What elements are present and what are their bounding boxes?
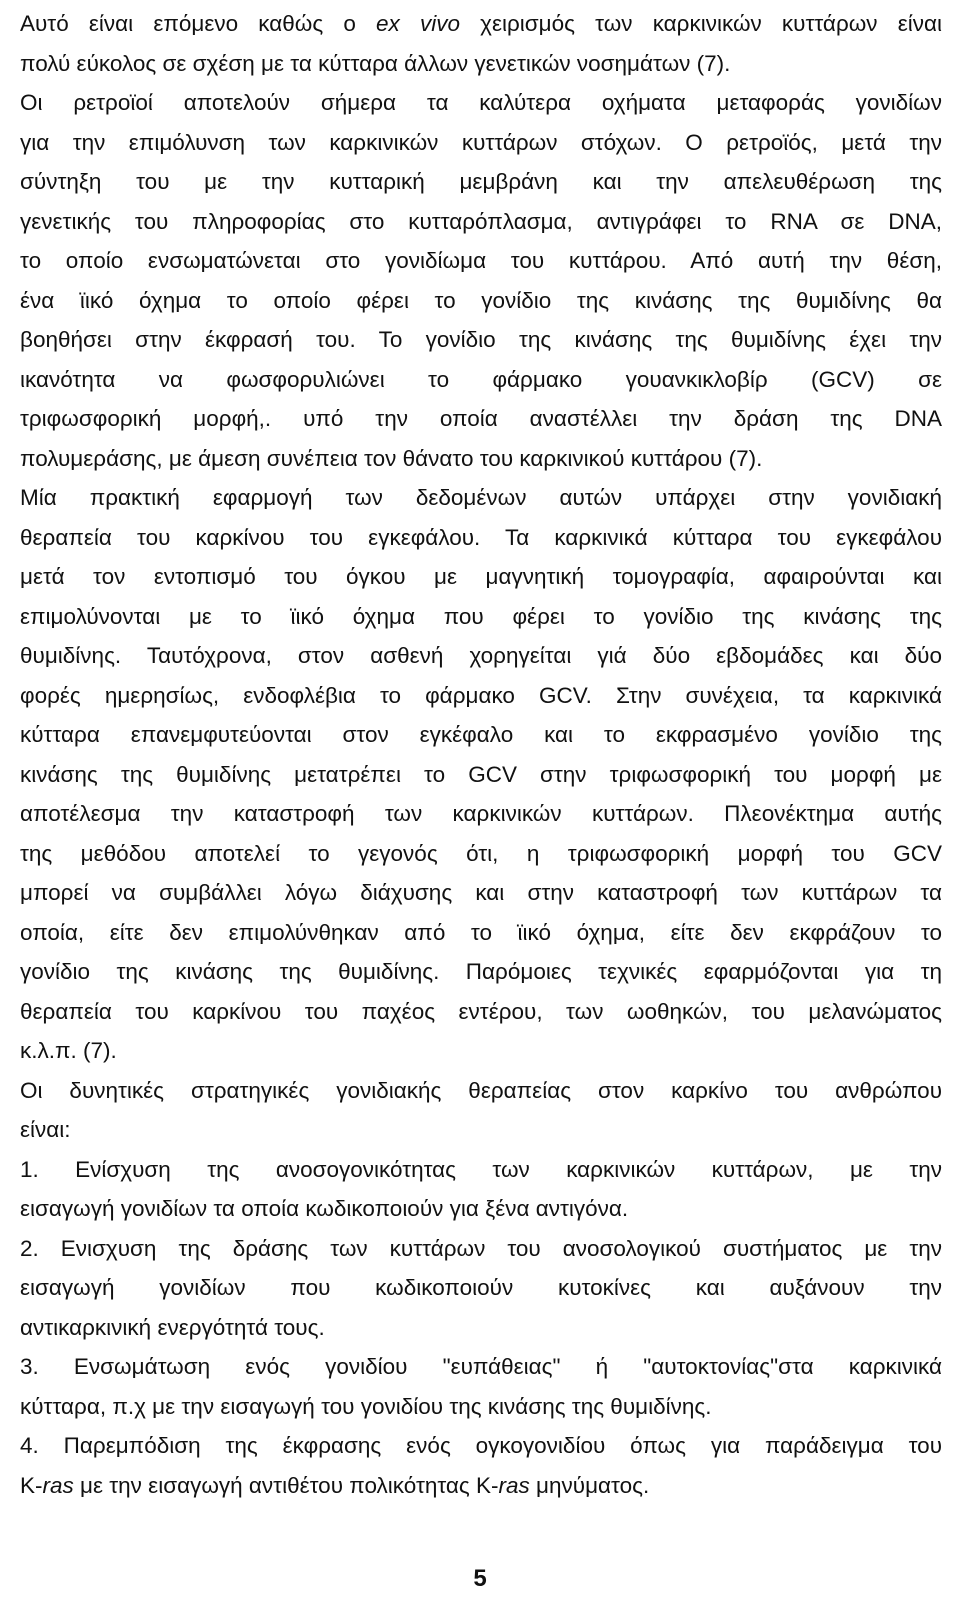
text-line: 4. Παρεμπόδιση της έκφρασης ενός ογκογονιδίου όπως για παράδειγμα του: [20, 1433, 942, 1458]
text-line: εισαγωγή γονιδίων τα οποία κωδικοποιούν για ξένα αντιγόνα.: [20, 1196, 629, 1221]
text-line: για την επιμόλυνση των καρκινικών κυττάρων στόχων. Ο ρετροϊός, μετά την: [20, 129, 942, 155]
text-line: ικανότητα να φωσφορυλιώνει το φάρμακο γουανκικλοβίρ (GCV) σε: [20, 366, 942, 392]
text-line: κύτταρα επανεμφυτεύονται στον εγκέφαλο και το εκφρασμένο γονίδιο της: [20, 722, 942, 747]
text-line: της μεθόδου αποτελεί το γεγονός ότι, η τριφωσφορική μορφή του GCV: [20, 840, 942, 866]
text-line: Μία πρακτική εφαρμογή των δεδομένων αυτών υπάρχει στην γονιδιακή: [20, 485, 942, 510]
text-line: μετά τον εντοπισμό του όγκου με μαγνητική τομογραφία, αφαιρούνται και: [20, 564, 942, 589]
text-line: τριφωσφορική μορφή,. υπό την οποία αναστέλλει την δράση της DNA: [20, 406, 942, 431]
text-line: Οι δυνητικές στρατηγικές γονιδιακής θεραπείας στον καρκίνο του ανθρώπου: [20, 1077, 942, 1103]
text-line: πολύ εύκολος σε σχέση με τα κύτταρα άλλων γενετικών νοσημάτων (7).: [20, 50, 731, 76]
text-line: θεραπεία του καρκίνου του παχέος εντέρου, των ωοθηκών, του μελανώματος: [20, 998, 942, 1024]
text-line: θεραπεία του καρκίνου του εγκεφάλου. Τα καρκινικά κύτταρα του εγκεφάλου: [20, 524, 942, 550]
text-line: Αυτό είναι επόμενο καθώς ο ex vivo χειρισμός των καρκινικών κυττάρων είναι: [20, 11, 942, 36]
text-line: οποία, είτε δεν επιμολύνθηκαν από το ϊικό όχημα, είτε δεν εκφράζουν το: [20, 919, 942, 945]
text-line: το οποίο ενσωματώνεται στο γονιδίωμα του κυττάρου. Από αυτή την θέση,: [20, 248, 942, 273]
text-line: φορές ημερησίως, ενδοφλέβια το φάρμακο GCV. Στην συνέχεια, τα καρκινικά: [20, 682, 942, 708]
text-line: αποτέλεσμα την καταστροφή των καρκινικών κυττάρων. Πλεονέκτημα αυτής: [20, 801, 942, 826]
text-line: κ.λ.π. (7).: [20, 1038, 117, 1063]
text-line: εισαγωγή γονιδίων που κωδικοποιούν κυτοκίνες και αυξάνουν την: [20, 1275, 942, 1300]
text-line: σύντηξη του με την κυτταρική μεμβράνη και την απελευθέρωση της: [20, 169, 942, 194]
body-text: [20, 4, 942, 1505]
text-line: Οι ρετροϊοί αποτελούν σήμερα τα καλύτερα οχήματα μεταφοράς γονιδίων: [20, 90, 942, 115]
text-line: γενετικής του πληροφορίας στο κυτταρόπλασμα, αντιγράφει το RNA σε DNA,: [20, 208, 942, 234]
text-line: θυμιδίνης. Ταυτόχρονα, στον ασθενή χορηγείται γιά δύο εβδομάδες και δύο: [20, 643, 942, 668]
text-line: κύτταρα, π.χ με την εισαγωγή του γονιδίου της κινάσης της θυμιδίνης.: [20, 1393, 712, 1419]
text-line: γονίδιο της κινάσης της θυμιδίνης. Παρόμοιες τεχνικές εφαρμόζονται για τη: [20, 959, 942, 984]
text-line: βοηθήσει στην έκφρασή του. Το γονίδιο της κινάσης της θυμιδίνης έχει την: [20, 327, 942, 352]
text-line: κινάσης της θυμιδίνης μετατρέπει το GCV στην τριφωσφορική του μορφή με: [20, 761, 942, 787]
text-line: 1. Ενίσχυση της ανοσογονικότητας των καρκινικών κυττάρων, με την: [20, 1156, 942, 1182]
text-line: 2. Ενισχυση της δράσης των κυττάρων του ανοσολογικού συστήματος με την: [20, 1235, 942, 1261]
text-line: μπορεί να συμβάλλει λόγω διάχυσης και στην καταστροφή των κυττάρων τα: [20, 880, 942, 905]
text-line: είναι:: [20, 1117, 71, 1142]
text-line: K-ras με την εισαγωγή αντιθέτου πολικότητας K-ras μηνύματος.: [20, 1472, 650, 1498]
text-line: 3. Ενσωμάτωση ενός γονιδίου "ευπάθειας" ή "αυτοκτονίας"στα καρκινικά: [20, 1354, 942, 1379]
text-line: επιμολύνονται με το ϊικό όχημα που φέρει το γονίδιο της κινάσης της: [20, 603, 942, 629]
text-line: ένα ϊικό όχημα το οποίο φέρει το γονίδιο της κινάσης της θυμιδίνης θα: [20, 287, 942, 313]
page-number: 5: [473, 1565, 487, 1592]
text-line: αντικαρκινική ενεργότητά τους.: [20, 1314, 325, 1340]
text-line: πολυμεράσης, με άμεση συνέπεια τον θάνατο του καρκινικού κυττάρου (7).: [20, 445, 763, 471]
